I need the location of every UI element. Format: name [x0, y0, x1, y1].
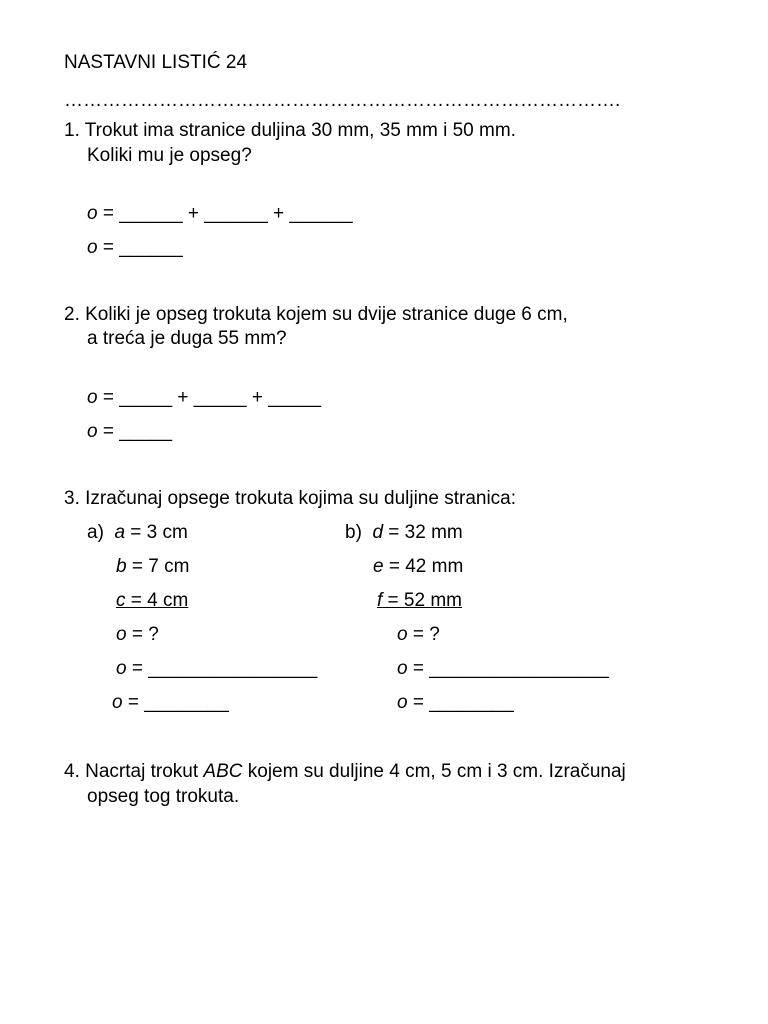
equation-blanks: = _________________	[407, 658, 609, 679]
part-b-equation-2	[397, 692, 514, 714]
question-1-equation-2	[87, 237, 183, 259]
triangle-name: ABC	[203, 761, 243, 782]
variable-d: d	[372, 522, 384, 543]
variable-o: o	[87, 387, 98, 408]
part-a-side-b	[116, 556, 189, 578]
equation-blanks: = _____ + _____ + _____	[97, 387, 322, 408]
variable-o: o	[397, 624, 408, 645]
question-1-line-1: 1. Trokut ima stranice duljina 30 mm, 35 mm i 50 mm.	[64, 120, 516, 141]
equation-blanks: = ________	[122, 692, 229, 713]
variable-o: o	[87, 421, 98, 442]
variable-f: f	[377, 590, 383, 611]
side-value: = 32 mm	[383, 522, 463, 543]
variable-b: b	[116, 556, 127, 577]
part-b-equation-1	[397, 658, 609, 680]
side-value: = 4 cm	[125, 590, 189, 611]
question-4-text-post: kojem su duljine 4 cm, 5 cm i 3 cm. Izračunaj	[242, 761, 626, 782]
question-2-equation-1	[87, 387, 321, 409]
variable-e: e	[373, 556, 384, 577]
equation-blanks: = ________________	[126, 658, 318, 679]
part-a-question	[116, 624, 159, 646]
part-b-side-d	[345, 522, 463, 544]
dotted-separator: …………………………………………………………………………….	[64, 90, 621, 111]
question-1-line-2: Koliki mu je opseg?	[87, 145, 252, 166]
variable-o: o	[112, 692, 123, 713]
variable-o: o	[87, 237, 98, 258]
question-4-text-pre: 4. Nacrtaj trokut	[64, 761, 204, 782]
equation-blanks: = ________	[407, 692, 514, 713]
variable-a: a	[114, 522, 126, 543]
question-4-line-1	[64, 761, 626, 783]
part-a-equation-1	[116, 658, 317, 680]
side-value: = 7 cm	[126, 556, 190, 577]
part-a-side-c	[116, 590, 188, 612]
variable-o: o	[116, 658, 127, 679]
question-mark-text: = ?	[407, 624, 440, 645]
variable-o: o	[87, 203, 98, 224]
page-title: NASTAVNI LISTIĆ 24	[64, 52, 248, 73]
variable-c: c	[116, 590, 126, 611]
part-a-side-a	[87, 522, 188, 544]
question-4-line-2: opseg tog trokuta.	[87, 786, 240, 807]
part-a-label: a)	[87, 522, 115, 543]
question-2-line-1: 2. Koliki je opseg trokuta kojem su dvije stranice duge 6 cm,	[64, 304, 568, 325]
question-1-equation-1	[87, 203, 353, 225]
side-value: = 52 mm	[382, 590, 463, 611]
part-b-side-e	[373, 556, 463, 578]
variable-o: o	[116, 624, 127, 645]
part-b-side-f	[377, 590, 462, 612]
side-value: = 42 mm	[383, 556, 464, 577]
question-3-line-1: 3. Izračunaj opsege trokuta kojima su duljine stranica:	[64, 488, 517, 509]
question-mark-text: = ?	[126, 624, 159, 645]
variable-o: o	[397, 658, 408, 679]
part-b-label: b)	[345, 522, 373, 543]
equation-blanks: = _____	[97, 421, 173, 442]
question-2-equation-2	[87, 421, 172, 443]
variable-o: o	[397, 692, 408, 713]
side-value: = 3 cm	[125, 522, 188, 543]
equation-blanks: = ______	[97, 237, 183, 258]
part-b-question	[397, 624, 440, 646]
part-a-equation-2	[112, 692, 229, 714]
question-2-line-2: a treća je duga 55 mm?	[87, 328, 287, 349]
equation-blanks: = ______ + ______ + ______	[97, 203, 353, 224]
